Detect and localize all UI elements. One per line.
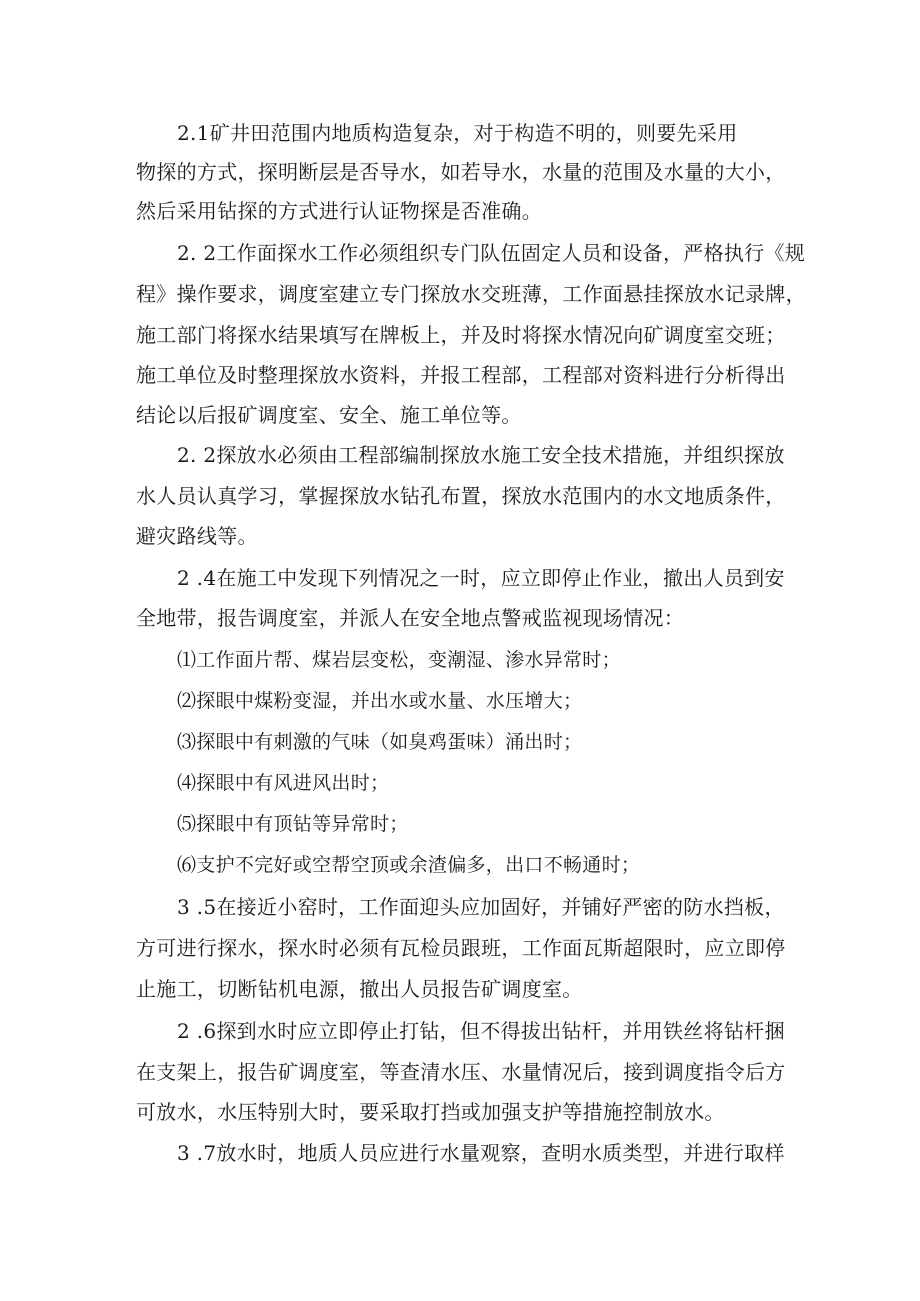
paragraph-line: 结论以后报矿调度室、安全、施工单位等。 [136, 403, 522, 427]
paragraph-line: 止施工，切断钻机电源，撤出人员报告矿调度室。 [136, 977, 583, 1001]
paragraph-line: 可放水，水压特别大时，要采取打挡或加强支护等措施控制放水。 [136, 1100, 725, 1124]
paragraph-line: 在支架上，报告矿调度室，等查清水压、水量情况后，接到调度指令后方 [136, 1060, 786, 1084]
paragraph-line: 全地带，报告调度室，并派人在安全地点警戒监视现场情况： [136, 606, 685, 630]
paragraph-line: 方可进行探水，探水时必须有瓦检员跟班，工作面瓦斯超限时，应立即停 [136, 936, 786, 960]
paragraph-line: 物探的方式，探明断层是否导水，如若导水，水量的范围及水量的大小， [136, 160, 786, 184]
condition-item: ⑶探眼中有刺激的气味（如臭鸡蛋味）涌出时； [177, 731, 583, 753]
paragraph-line: 3 .7放水时，地质人员应进行水量观察，查明水质类型，并进行取样 [177, 1141, 785, 1165]
condition-item: ⑷探眼中有风进风出时； [177, 772, 390, 794]
paragraph-line: 2 .6探到水时应立即停止打钻，但不得拔出钻杆，并用铁丝将钻杆捆 [177, 1019, 785, 1043]
paragraph-line: 2.1矿井田范围内地质构造复杂，对于构造不明的，则要先采用 [177, 121, 738, 145]
paragraph-line: 程》操作要求，调度室建立专门探放水交班薄，工作面悬挂探放水记录牌， [136, 282, 806, 306]
paragraph-line: 施工部门将探水结果填写在牌板上，并及时将探水情况向矿调度室交班； [136, 323, 786, 347]
paragraph-line: 2. 2工作面探水工作必须组织专门队伍固定人员和设备，严格执行《规 [177, 241, 806, 265]
condition-item: ⑴工作面片帮、煤岩层变松，变潮湿、渗水异常时； [177, 649, 621, 671]
condition-item: ⑵探眼中煤粉变湿，并出水或水量、水压增大； [177, 690, 583, 712]
paragraph-line: 3 .5在接近小窑时，工作面迎头应加固好，并铺好严密的防水挡板， [177, 895, 785, 919]
paragraph-line: 2 .4在施工中发现下列情况之一时，应立即停止作业，撤出人员到安 [177, 566, 785, 590]
condition-item: ⑹支护不完好或空帮空顶或余渣偏多，出口不畅通时； [177, 854, 641, 876]
paragraph-line: 水人员认真学习，掌握探放水钻孔布置，探放水范围内的水文地质条件， [136, 484, 786, 508]
paragraph-line: 避灾路线等。 [136, 524, 258, 548]
paragraph-line: 2. 2探放水必须由工程部编制探放水施工安全技术措施，并组织探放 [177, 443, 785, 467]
paragraph-line: 施工单位及时整理探放水资料，并报工程部，工程部对资料进行分析得出 [136, 363, 786, 387]
paragraph-line: 然后采用钻探的方式进行认证物探是否准确。 [136, 199, 542, 223]
condition-item: ⑸探眼中有顶钻等异常时； [177, 813, 409, 835]
